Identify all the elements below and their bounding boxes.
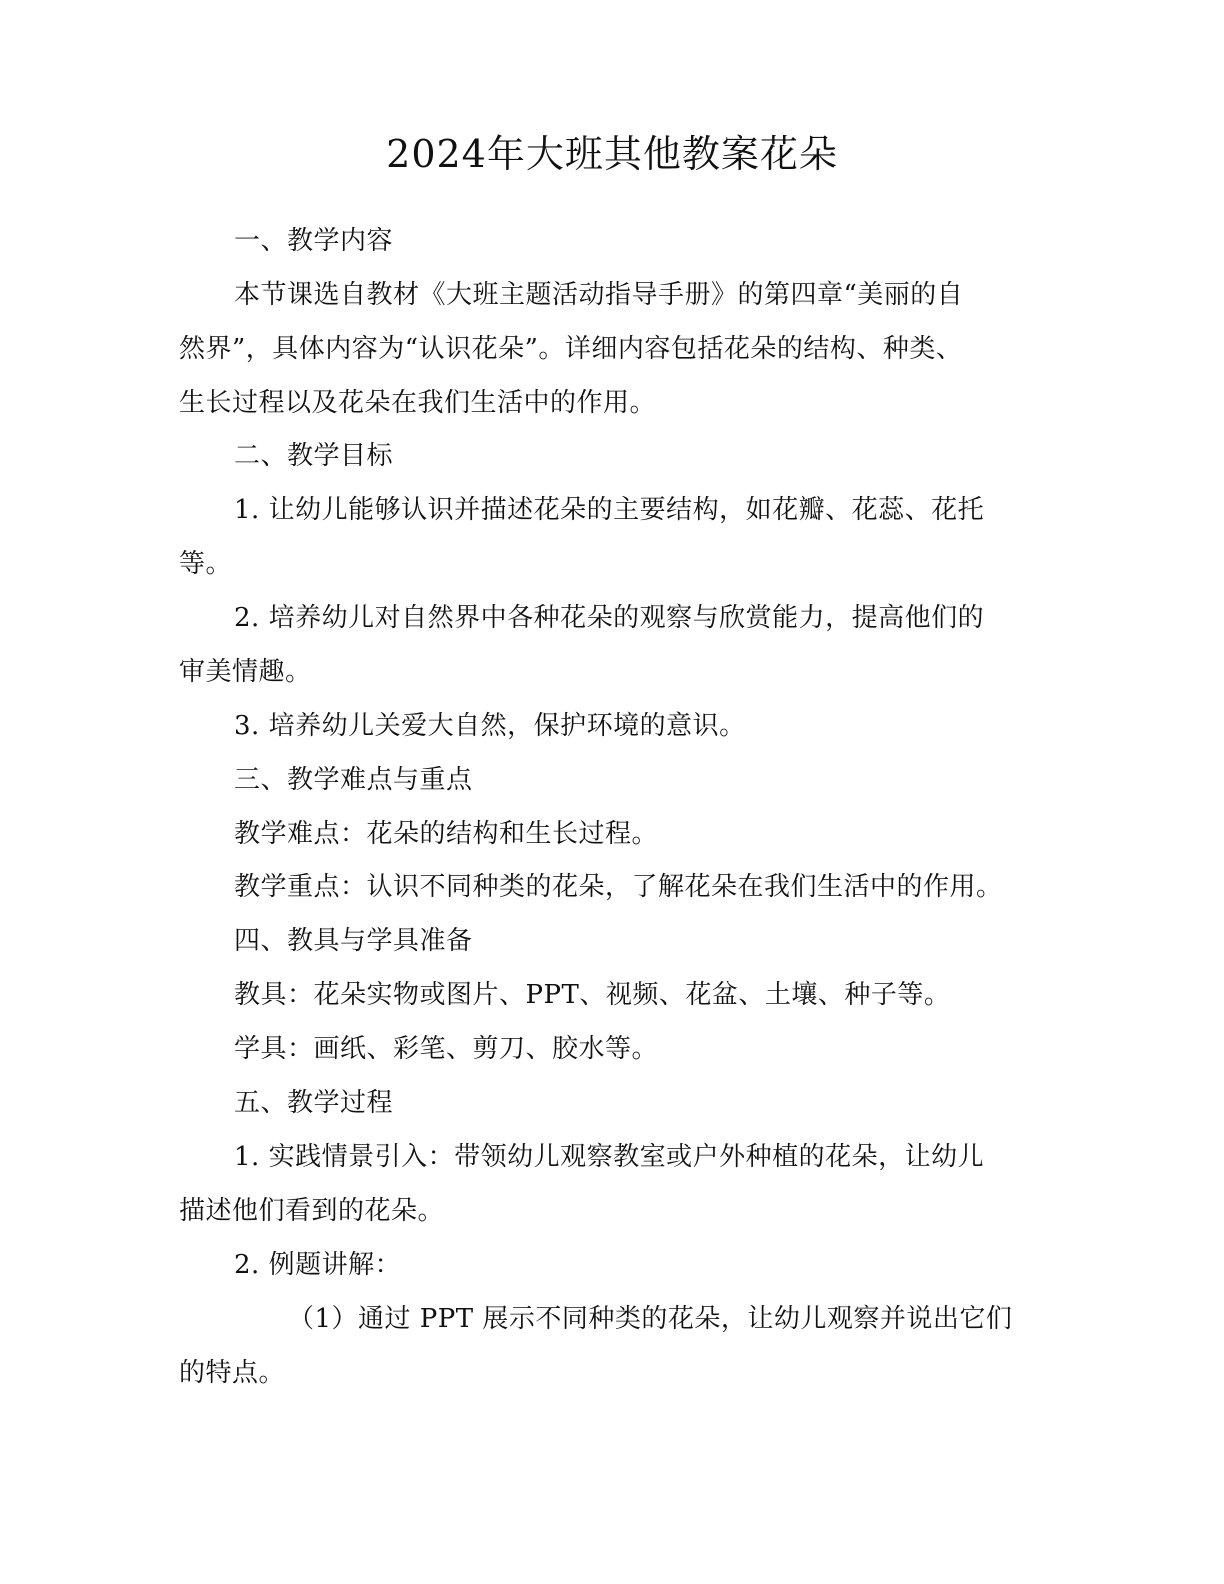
section-heading-process: 五、教学过程 [234, 1088, 394, 1118]
list-item-line: 1. 让幼儿能够认识并描述花朵的主要结构，如花瓣、花蕊、花托 [234, 495, 985, 525]
list-item-line: 2. 培养幼儿对自然界中各种花朵的观察与欣赏能力，提高他们的 [234, 603, 985, 633]
sub-item-line: 的特点。 [179, 1358, 286, 1388]
section-heading-materials: 四、教具与学具准备 [234, 926, 473, 956]
sub-item-line: （1）通过 PPT 展示不同种类的花朵，让幼儿观察并说出它们 [288, 1304, 1013, 1334]
paragraph-line: 学具：画纸、彩笔、剪刀、胶水等。 [234, 1034, 659, 1064]
list-item-line: 3. 培养幼儿关爱大自然，保护环境的意识。 [234, 711, 746, 741]
paragraph-line: 教学重点：认识不同种类的花朵，了解花朵在我们生活中的作用。 [234, 872, 1003, 902]
section-heading-content: 一、教学内容 [234, 226, 394, 256]
document-title: 2024年大班其他教案花朵 [386, 132, 838, 176]
paragraph-line: 教具：花朵实物或图片、PPT、视频、花盆、土壤、种子等。 [234, 980, 951, 1010]
section-heading-difficulties: 三、教学难点与重点 [234, 765, 473, 795]
paragraph-line: 然界”，具体内容为“认识花朵”。详细内容包括花朵的结构、种类、 [179, 334, 963, 364]
list-item-line: 审美情趣。 [179, 657, 312, 687]
list-item-line: 描述他们看到的花朵。 [179, 1196, 445, 1226]
list-item-line: 1. 实践情景引入：带领幼儿观察教室或户外种植的花朵，让幼儿 [234, 1142, 985, 1172]
paragraph-line: 生长过程以及花朵在我们生活中的作用。 [179, 388, 657, 418]
list-item-line: 2. 例题讲解： [234, 1250, 402, 1280]
paragraph-line: 本节课选自教材《大班主题活动指导手册》的第四章“美丽的自 [234, 280, 964, 310]
section-heading-goals: 二、教学目标 [234, 441, 394, 471]
paragraph-line: 教学难点：花朵的结构和生长过程。 [234, 819, 659, 849]
list-item-line: 等。 [179, 549, 233, 579]
